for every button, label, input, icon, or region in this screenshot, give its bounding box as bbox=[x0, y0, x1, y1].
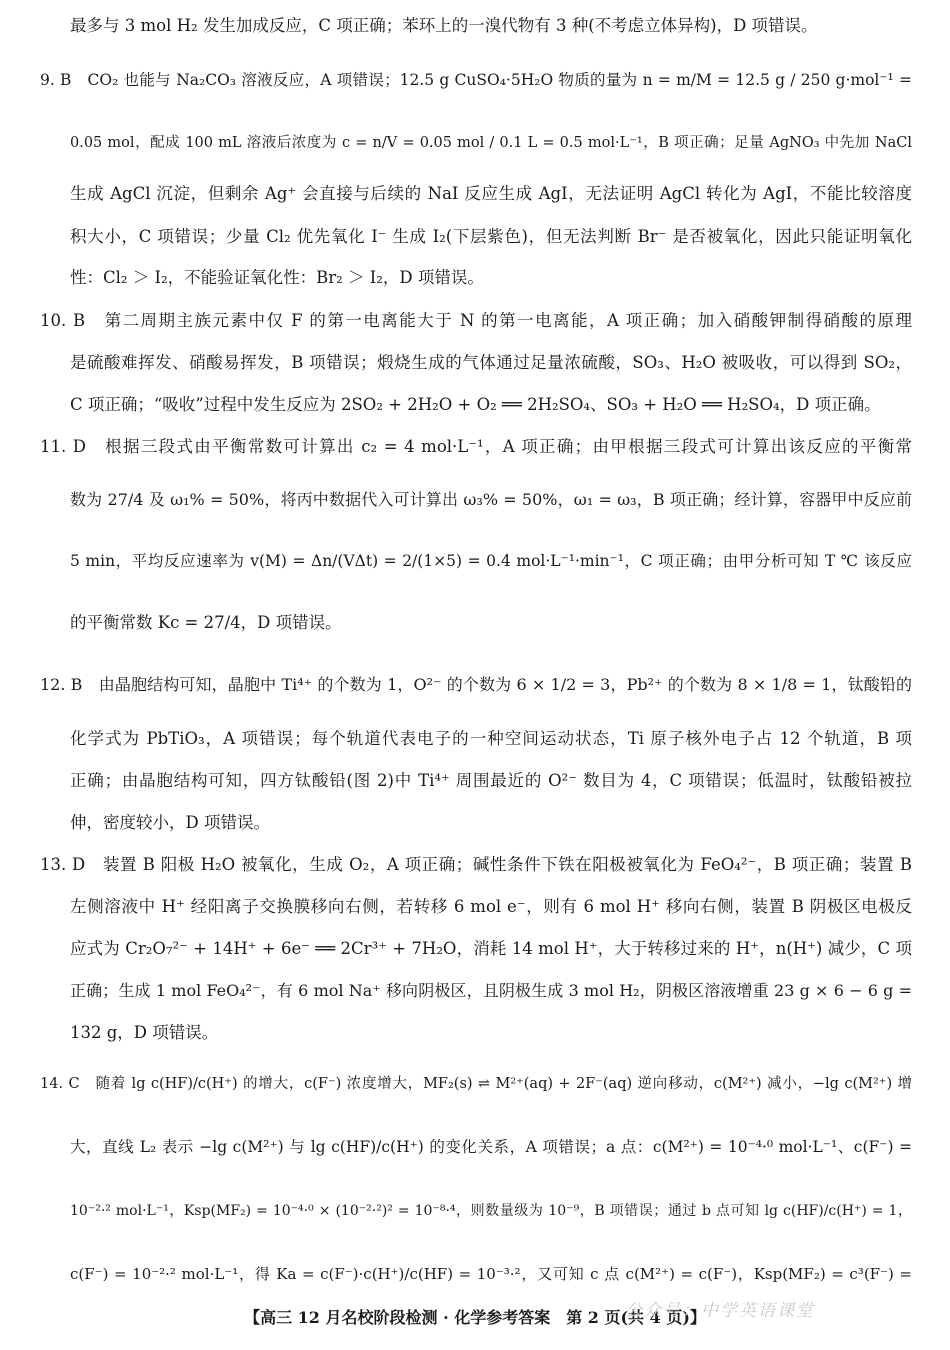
text-line: 数为 27/4 及 ω₁% = 50%，将丙中数据代入可计算出 ω₃% = 50%，ω₁ = ω₃，B 项正确；经计算，容器甲中反应前 bbox=[70, 490, 912, 509]
text-line: 0.05 mol，配成 100 mL 溶液后浓度为 c = n/V = 0.05 mol / 0.1 L = 0.5 mol·L⁻¹，B 项正确；足量 AgNO₃ 中先加 NaCl bbox=[70, 135, 912, 151]
text-line: 最多与 3 mol H₂ 发生加成反应，C 项正确；苯环上的一溴代物有 3 种(不考虑立体异构)，D 项错误。 bbox=[70, 16, 818, 35]
text-line: 10⁻²·² mol·L⁻¹，Ksp(MF₂) = 10⁻⁴·⁰ × (10⁻²·²)² = 10⁻⁸·⁴，则数量级为 10⁻⁹，B 项错误；通过 b 点可知 lg c(HF)/c(H⁺) = 1， bbox=[70, 1203, 912, 1219]
text-line: 的平衡常数 Kc = 27/4，D 项错误。 bbox=[70, 613, 342, 632]
text-line: 132 g，D 项错误。 bbox=[70, 1023, 219, 1042]
text-line: 正确；由晶胞结构可知，四方钛酸铅(图 2)中 Ti⁴⁺ 周围最近的 O²⁻ 数目为 4，C 项错误；低温时，钛酸铅被拉 bbox=[70, 771, 912, 790]
text-line: 14. C 随着 lg c(HF)/c(H⁺) 的增大，c(F⁻) 浓度增大，MF₂(s) ⇌ M²⁺(aq) + 2F⁻(aq) 逆向移动，c(M²⁺) 减小，−lg c(M²⁺) 增 bbox=[40, 1076, 912, 1092]
text-line: 13. D 装置 B 阳极 H₂O 被氧化，生成 O₂，A 项正确；碱性条件下铁在阳极被氧化为 FeO₄²⁻，B 项正确；装置 B bbox=[40, 855, 912, 874]
text-line: 应式为 Cr₂O₇²⁻ + 14H⁺ + 6e⁻ ══ 2Cr³⁺ + 7H₂O，消耗 14 mol H⁺，大于转移过来的 H⁺，n(H⁺) 减少，C 项 bbox=[70, 939, 912, 958]
text-line: C 项正确；“吸收”过程中发生反应为 2SO₂ + 2H₂O + O₂ ══ 2H₂SO₄、SO₃ + H₂O ══ H₂SO₄，D 项正确。 bbox=[70, 395, 881, 414]
text-line: 是硫酸难挥发、硝酸易挥发，B 项错误；煅烧生成的气体通过足量浓硫酸，SO₃、H₂O 被吸收，可以得到 SO₂， bbox=[70, 353, 912, 372]
text-line: 大，直线 L₂ 表示 −lg c(M²⁺) 与 lg c(HF)/c(H⁺) 的变化关系，A 项错误；a 点：c(M²⁺) = 10⁻⁴·⁰ mol·L⁻¹、c(F⁻) = bbox=[70, 1138, 912, 1156]
text-line: 9. B CO₂ 也能与 Na₂CO₃ 溶液反应，A 项错误；12.5 g CuSO₄·5H₂O 物质的量为 n = m/M = 12.5 g / 250 g·mol⁻¹ = bbox=[40, 71, 912, 89]
text-line: 左侧溶液中 H⁺ 经阳离子交换膜移向右侧，若转移 6 mol e⁻，则有 6 mol H⁺ 移向右侧，装置 B 阴极区电极反 bbox=[70, 897, 912, 916]
text-line: 积大小，C 项错误；少量 Cl₂ 优先氧化 I⁻ 生成 I₂(下层紫色)，但无法判断 Br⁻ 是否被氧化，因此只能证明氧化 bbox=[70, 227, 912, 246]
text-line: 10. B 第二周期主族元素中仅 F 的第一电离能大于 N 的第一电离能，A 项正确；加入硝酸钾制得硝酸的原理 bbox=[40, 311, 912, 330]
text-line: 5 min，平均反应速率为 v(M) = Δn/(VΔt) = 2/(1×5) = 0.4 mol·L⁻¹·min⁻¹，C 项正确；由甲分析可知 T ℃ 该反应 bbox=[70, 552, 912, 570]
text-line: 正确；生成 1 mol FeO₄²⁻，有 6 mol Na⁺ 移向阴极区，且阴极生成 3 mol H₂，阴极区溶液增重 23 g × 6 − 6 g = bbox=[70, 981, 912, 1000]
text-line: 12. B 由晶胞结构可知，晶胞中 Ti⁴⁺ 的个数为 1，O²⁻ 的个数为 6 × 1/2 = 3，Pb²⁺ 的个数为 8 × 1/8 = 1，钛酸铅的 bbox=[40, 675, 912, 694]
text-line: 11. D 根据三段式由平衡常数可计算出 c₂ = 4 mol·L⁻¹，A 项正确；由甲根据三段式可计算出该反应的平衡常 bbox=[40, 437, 912, 456]
text-line: 性：Cl₂ ＞ I₂，不能验证氧化性：Br₂ ＞ I₂，D 项错误。 bbox=[70, 268, 484, 287]
page-footer: 【高三 12 月名校阶段检测 · 化学参考答案 第 2 页(共 4 页)】 bbox=[244, 1308, 706, 1327]
text-line: 化学式为 PbTiO₃，A 项错误；每个轨道代表电子的一种空间运动状态，Ti 原子核外电子占 12 个轨道，B 项 bbox=[70, 729, 912, 748]
text-line: 伸，密度较小，D 项错误。 bbox=[70, 813, 270, 832]
text-line: 生成 AgCl 沉淀，但剩余 Ag⁺ 会直接与后续的 NaI 反应生成 AgI，无法证明 AgCl 转化为 AgI，不能比较溶度 bbox=[70, 184, 912, 203]
text-line: c(F⁻) = 10⁻²·² mol·L⁻¹，得 Ka = c(F⁻)·c(H⁺)/c(HF) = 10⁻³·²，又可知 c 点 c(M²⁺) = c(F⁻)，Ksp(MF₂) = c³(F⁻) = bbox=[70, 1265, 912, 1283]
watermark: 公众号：中学英语课堂 bbox=[625, 1301, 815, 1321]
